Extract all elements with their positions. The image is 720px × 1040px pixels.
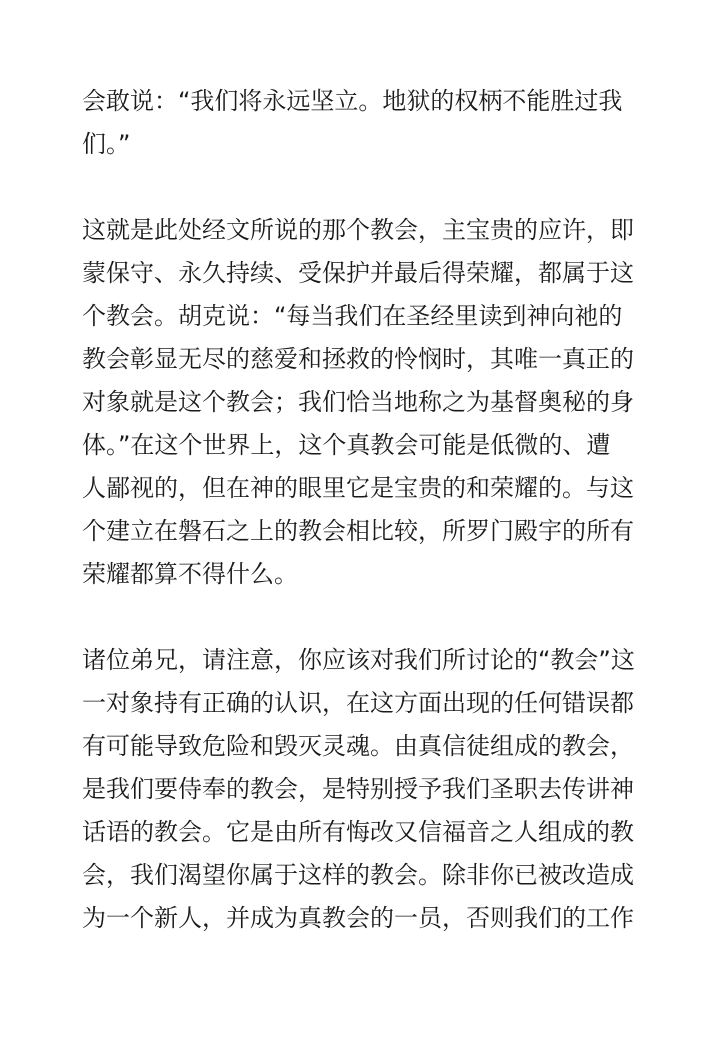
text-line: 个建立在磐石之上的教会相比较，所罗门殿宇的所有 — [82, 517, 634, 545]
paragraph-gap — [82, 596, 642, 639]
text-line: 蒙保守、永久持续、受保护并最后得荣耀，都属于这 — [82, 259, 634, 287]
paragraph-2 — [82, 209, 642, 596]
text-line: 一对象持有正确的认识，在这方面出现的任何错误都 — [82, 689, 634, 717]
paragraph-3 — [82, 639, 642, 940]
text-line: 话语的教会。它是由所有悔改又信福音之人组成的教 — [82, 818, 634, 846]
text-line: 个教会。胡克说：“每当我们在圣经里读到神向祂的 — [82, 302, 623, 330]
text-line: 是我们要侍奉的教会，是特别授予我们圣职去传讲神 — [82, 775, 634, 803]
paragraph-gap — [82, 166, 642, 209]
text-line: 诸位弟兄，请注意，你应该对我们所讨论的“教会”这 — [82, 646, 635, 674]
text-line: 体。”在这个世界上，这个真教会可能是低微的、遭 — [82, 431, 611, 459]
text-line: 们。” — [82, 130, 131, 158]
text-line: 有可能导致危险和毁灭灵魂。由真信徒组成的教会， — [82, 732, 634, 760]
document-body — [82, 80, 642, 940]
text-line: 会，我们渴望你属于这样的教会。除非你已被改造成 — [82, 861, 634, 889]
text-line: 这就是此处经文所说的那个教会，主宝贵的应许，即 — [82, 216, 634, 244]
text-line: 人鄙视的，但在神的眼里它是宝贵的和荣耀的。与这 — [82, 474, 634, 502]
paragraph-1 — [82, 80, 642, 166]
text-line: 对象就是这个教会；我们恰当地称之为基督奥秘的身 — [82, 388, 634, 416]
text-line: 荣耀都算不得什么。 — [82, 560, 298, 588]
text-line: 为一个新人，并成为真教会的一员，否则我们的工作 — [82, 904, 634, 932]
text-line: 教会彰显无尽的慈爱和拯救的怜悯时，其唯一真正的 — [82, 345, 634, 373]
text-line: 会敢说：“我们将永远坚立。地狱的权柄不能胜过我 — [82, 87, 623, 115]
